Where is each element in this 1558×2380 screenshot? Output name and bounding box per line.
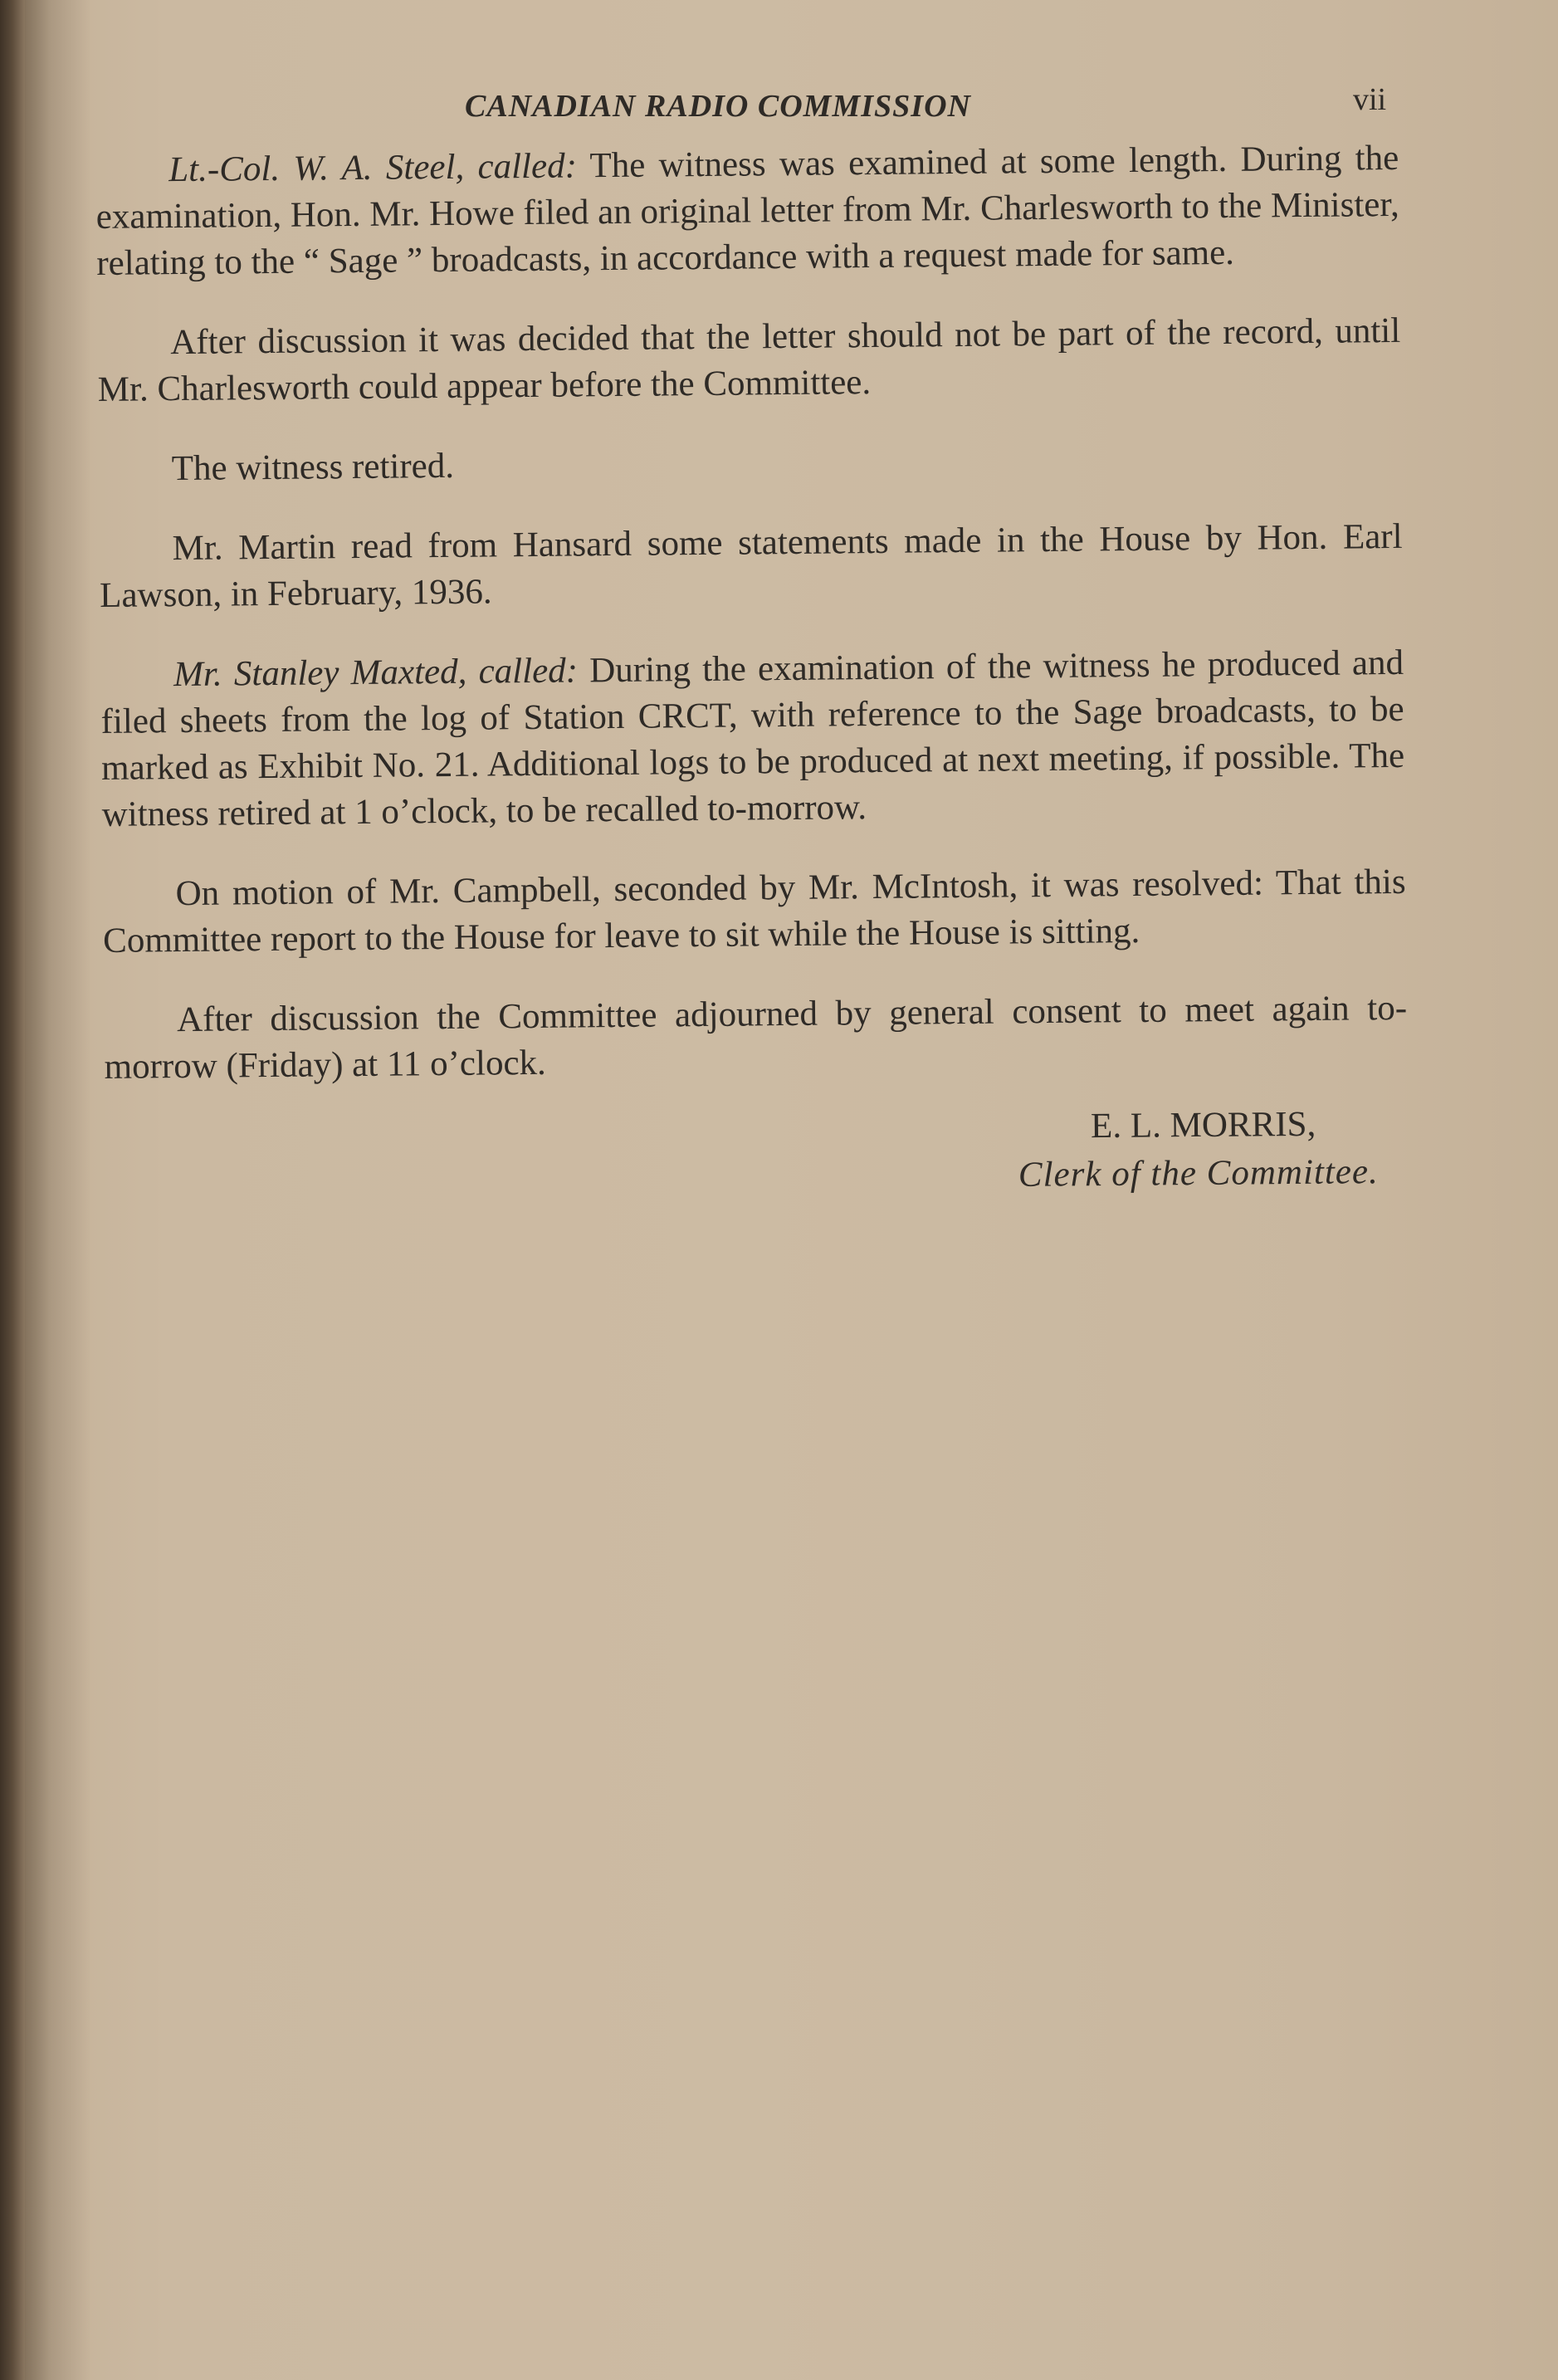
- paragraph-witness-retired: [98, 434, 1401, 493]
- paragraph-text: During the examination of the witness he produced and filed sheets from the log of Station CRCT, with reference to the Sage broadcasts, to be marked as Exhibit No. 21. Additional logs to be produced at next meeting, if possible. The witness retired at 1 o’clock, to be recalled to-morrow.: [100, 643, 1405, 834]
- paragraph-text: After discussion the Committee adjourned by general consent to meet again to-morrow (Friday) at 11 o’clock.: [104, 988, 1408, 1087]
- paragraph-lead: Lt.-Col. W. A. Steel, called:: [168, 146, 578, 190]
- paragraph-maxted: [100, 640, 1405, 838]
- paragraph-text: On motion of Mr. Campbell, seconded by Mr. McIntosh, it was resolved: That this Committee report to the House for leave to sit while the House is sitting.: [102, 862, 1406, 960]
- running-head: CANADIAN RADIO COMMISSION: [465, 89, 971, 124]
- clerk-name: E. L. MORRIS,: [1090, 1104, 1316, 1146]
- paragraph-hansard: [99, 514, 1403, 619]
- gutter-shading: [25, 0, 91, 2380]
- page-number: vii: [1353, 82, 1387, 117]
- paragraph-motion: [102, 859, 1406, 965]
- paragraph-text: Mr. Martin read from Hansard some statements made in the House by Hon. Earl Lawson, in February, 1936.: [99, 516, 1403, 615]
- book-spine-shadow: [0, 0, 25, 2380]
- clerk-title: Clerk of the Committee.: [1018, 1152, 1379, 1195]
- paragraph-text: The witness was examined at some length. During the examination, Hon. Mr. Howe filed an original letter from Mr. Charlesworth to the Minister, relating to the “ Sage ” broadcasts, in accordance with a request made for same.: [95, 138, 1399, 283]
- paragraph-lead: Mr. Stanley Maxted, called:: [173, 651, 579, 695]
- page-header: [0, 81, 1558, 131]
- paragraph-steel: [95, 135, 1400, 287]
- paragraph-text: The witness retired.: [171, 446, 455, 489]
- paragraph-adjournment: [104, 985, 1408, 1091]
- signature-block: [913, 1100, 1379, 1200]
- paragraph-text: After discussion it was decided that the letter should not be part of the record, until Mr. Charlesworth could appear before the Committee.: [97, 310, 1401, 409]
- minutes-body: [95, 135, 1408, 1124]
- paragraph-letter-discussion: [97, 308, 1401, 413]
